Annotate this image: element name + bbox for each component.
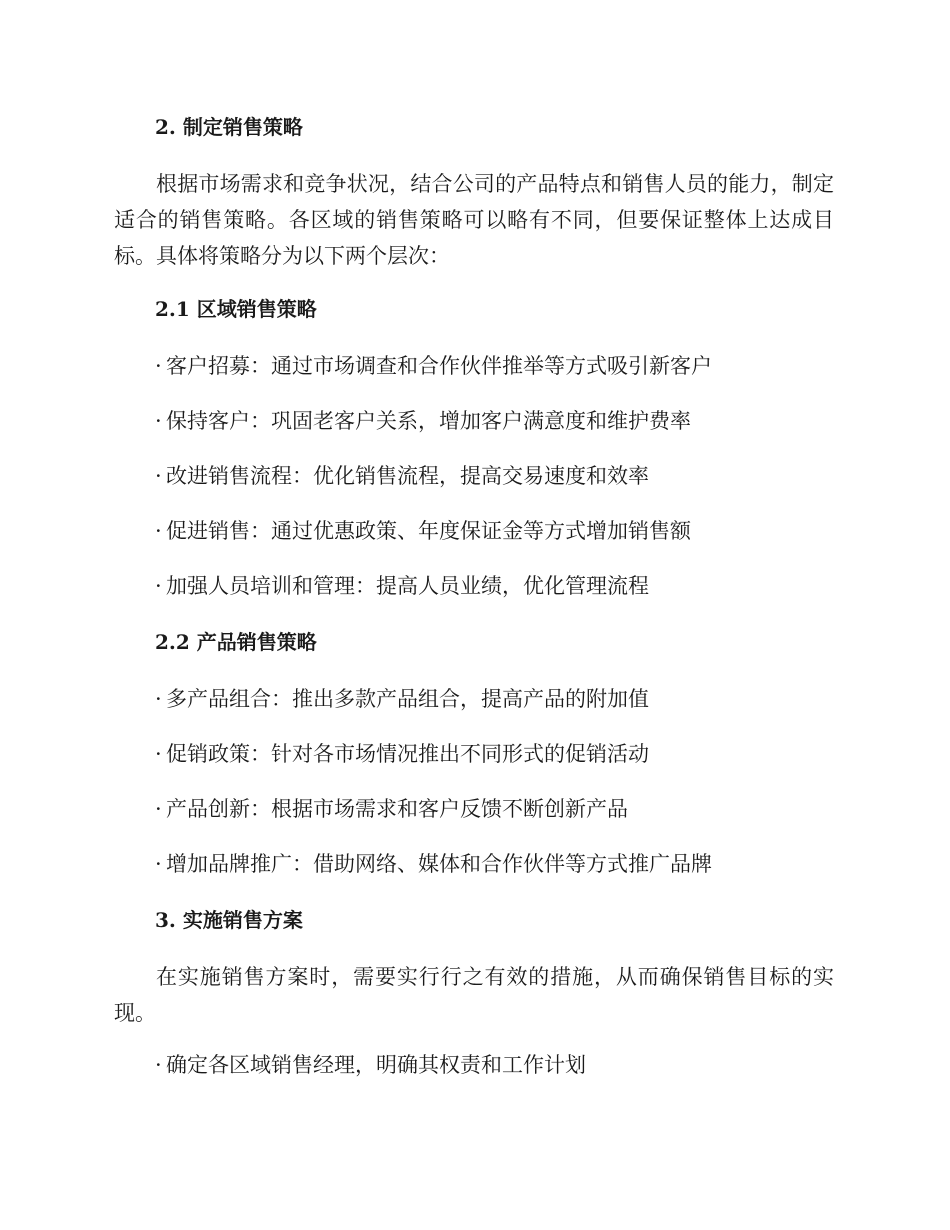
bullet-dot: · [155, 464, 162, 488]
section-2-intro: 根据市场需求和竞争状况，结合公司的产品特点和销售人员的能力，制定适合的销售策略。各区域的销售策略可以略有不同，但要保证整体上达成目标。具体将策略分为以下两个层次： [114, 172, 834, 268]
list-item-text: 改进销售流程：优化销售流程，提高交易速度和效率 [166, 464, 649, 488]
list-item [114, 791, 834, 827]
list-item [114, 736, 834, 772]
bullet-dot: · [155, 409, 162, 433]
list-item [114, 348, 834, 384]
bullet-dot: · [155, 574, 162, 598]
section-2-heading: 2. 制定销售策略 [155, 115, 303, 139]
bullet-dot: · [155, 354, 162, 378]
list-item [114, 681, 834, 717]
list-item [114, 403, 834, 439]
bullet-dot: · [155, 742, 162, 766]
document-content [114, 108, 834, 1102]
list-item-text: 客户招募：通过市场调查和合作伙伴推举等方式吸引新客户 [166, 354, 712, 378]
list-item-text: 产品创新：根据市场需求和客户反馈不断创新产品 [166, 797, 628, 821]
list-item-text: 促进销售：通过优惠政策、年度保证金等方式增加销售额 [166, 519, 691, 543]
list-item-text: 加强人员培训和管理：提高人员业绩，优化管理流程 [166, 574, 649, 598]
list-item-text: 确定各区域销售经理，明确其权责和工作计划 [166, 1053, 586, 1077]
bullet-dot: · [155, 687, 162, 711]
bullet-dot: · [155, 1053, 162, 1077]
list-item [114, 513, 834, 549]
section-3-intro: 在实施销售方案时，需要实行行之有效的措施，从而确保销售目标的实现。 [114, 965, 834, 1025]
list-item [114, 458, 834, 494]
list-item-text: 促销政策：针对各市场情况推出不同形式的促销活动 [166, 742, 649, 766]
section-2-2-heading: 2.2 产品销售策略 [155, 630, 317, 654]
list-item [114, 846, 834, 882]
section-3-heading: 3. 实施销售方案 [155, 908, 303, 932]
list-item-text: 多产品组合：推出多款产品组合，提高产品的附加值 [166, 687, 649, 711]
list-item [114, 568, 834, 604]
bullet-dot: · [155, 797, 162, 821]
list-item-text: 增加品牌推广：借助网络、媒体和合作伙伴等方式推广品牌 [166, 852, 712, 876]
list-item [114, 1047, 834, 1083]
list-item-text: 保持客户：巩固老客户关系，增加客户满意度和维护费率 [166, 409, 691, 433]
bullet-dot: · [155, 519, 162, 543]
bullet-dot: · [155, 852, 162, 876]
section-2-1-heading: 2.1 区域销售策略 [155, 297, 317, 321]
